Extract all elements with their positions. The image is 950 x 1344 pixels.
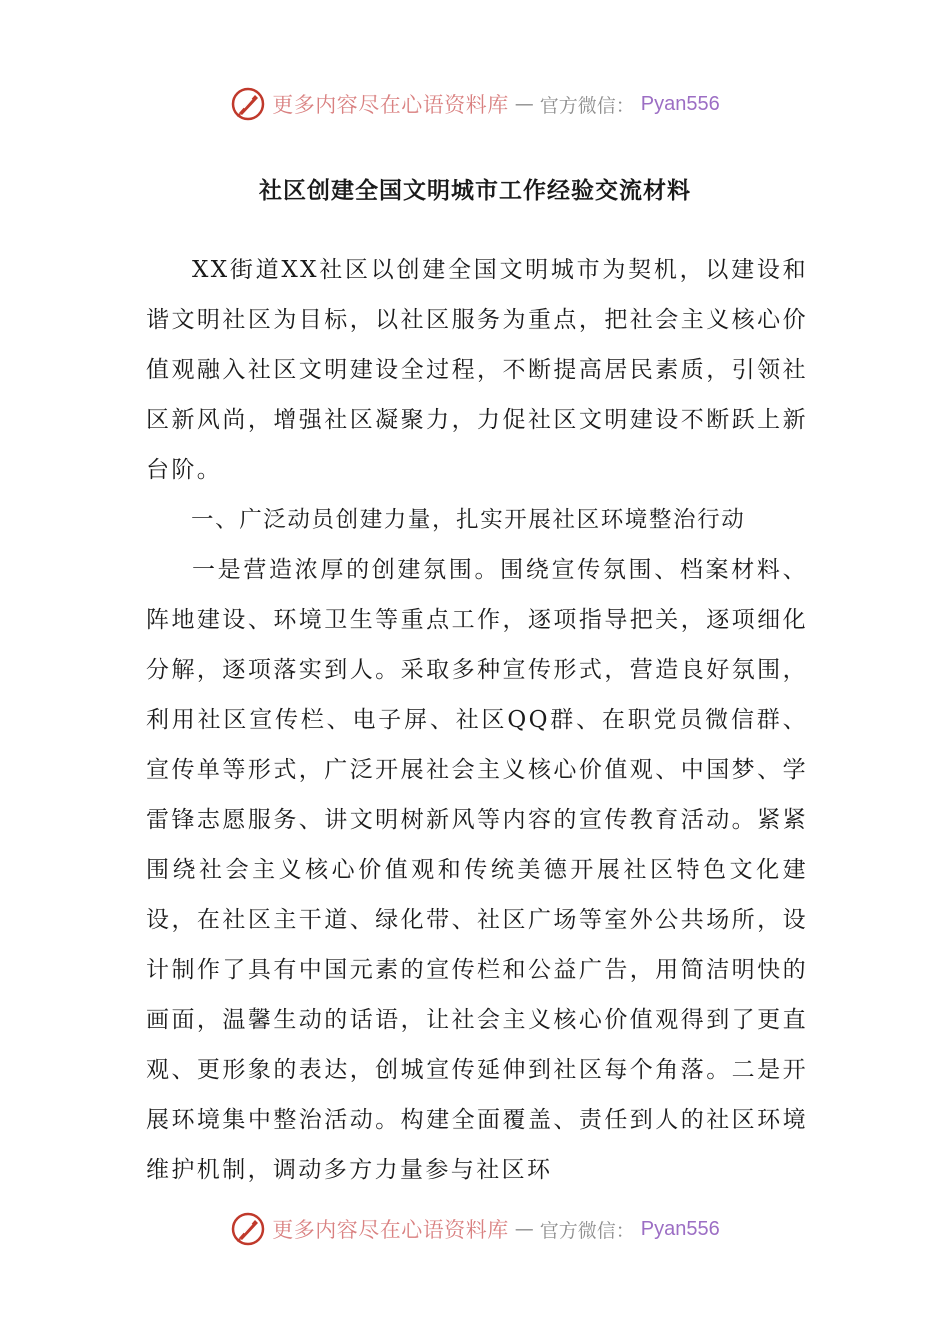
quill-pen-logo-icon (230, 86, 266, 122)
section-heading: 一、广泛动员创建力量，扎实开展社区环境整治行动 (191, 507, 746, 533)
quill-pen-logo-icon (230, 1211, 266, 1247)
section-body-paragraph: 一是营造浓厚的创建氛围。围绕宣传氛围、档案材料、阵地建设、环境卫生等重点工作，逐项指导把关，逐项细化分解，逐项落实到人。采取多种宣传形式，营造良好氛围，利用社区宣传栏、电子屏、社区QQ群、在职党员微信群、宣传单等形式，广泛开展社会主义核心价值观、中国梦、学雷锋志愿服务、讲文明树新风等内容的宣传教育活动。紧紧围绕社会主义核心价值观和传统美德开展社区特色文化建设，在社区主干道、绿化带、社区广场等室外公共场所，设计制作了具有中国元素的宣传栏和公益广告，用简洁明快的画面，温馨生动的话语，让社会主义核心价值观得到了更直观、更形象的表达，创城宣传延伸到社区每个角落。二是开展环境集中整治活动。构建全面覆盖、责任到人的社区环境维护机制，调动多方力量参与社区环 (146, 557, 808, 1183)
intro-paragraph: XX街道XX社区以创建全国文明城市为契机，以建设和谐文明社区为目标，以社区服务为重点，把社会主义核心价值观融入社区文明建设全过程，不断提高居民素质，引领社区新风尚，增强社区凝聚力，力促社区文明建设不断跃上新台阶。 (146, 257, 808, 483)
watermark-label: 官方微信： (539, 94, 635, 117)
watermark-separator: — (514, 1218, 534, 1240)
document-body (146, 245, 808, 1195)
watermark-separator: — (514, 93, 534, 115)
watermark-wechat-id: Pyan556 (640, 1217, 720, 1240)
watermark-label: 官方微信： (539, 1219, 635, 1242)
document-title: 社区创建全国文明城市工作经验交流材料 (259, 177, 691, 204)
watermark-text: 更多内容尽在心语资料库 (272, 93, 509, 117)
header-watermark (0, 80, 950, 128)
watermark-text: 更多内容尽在心语资料库 (272, 1218, 509, 1242)
footer-watermark (0, 1205, 950, 1253)
watermark-wechat-id: Pyan556 (640, 92, 720, 115)
